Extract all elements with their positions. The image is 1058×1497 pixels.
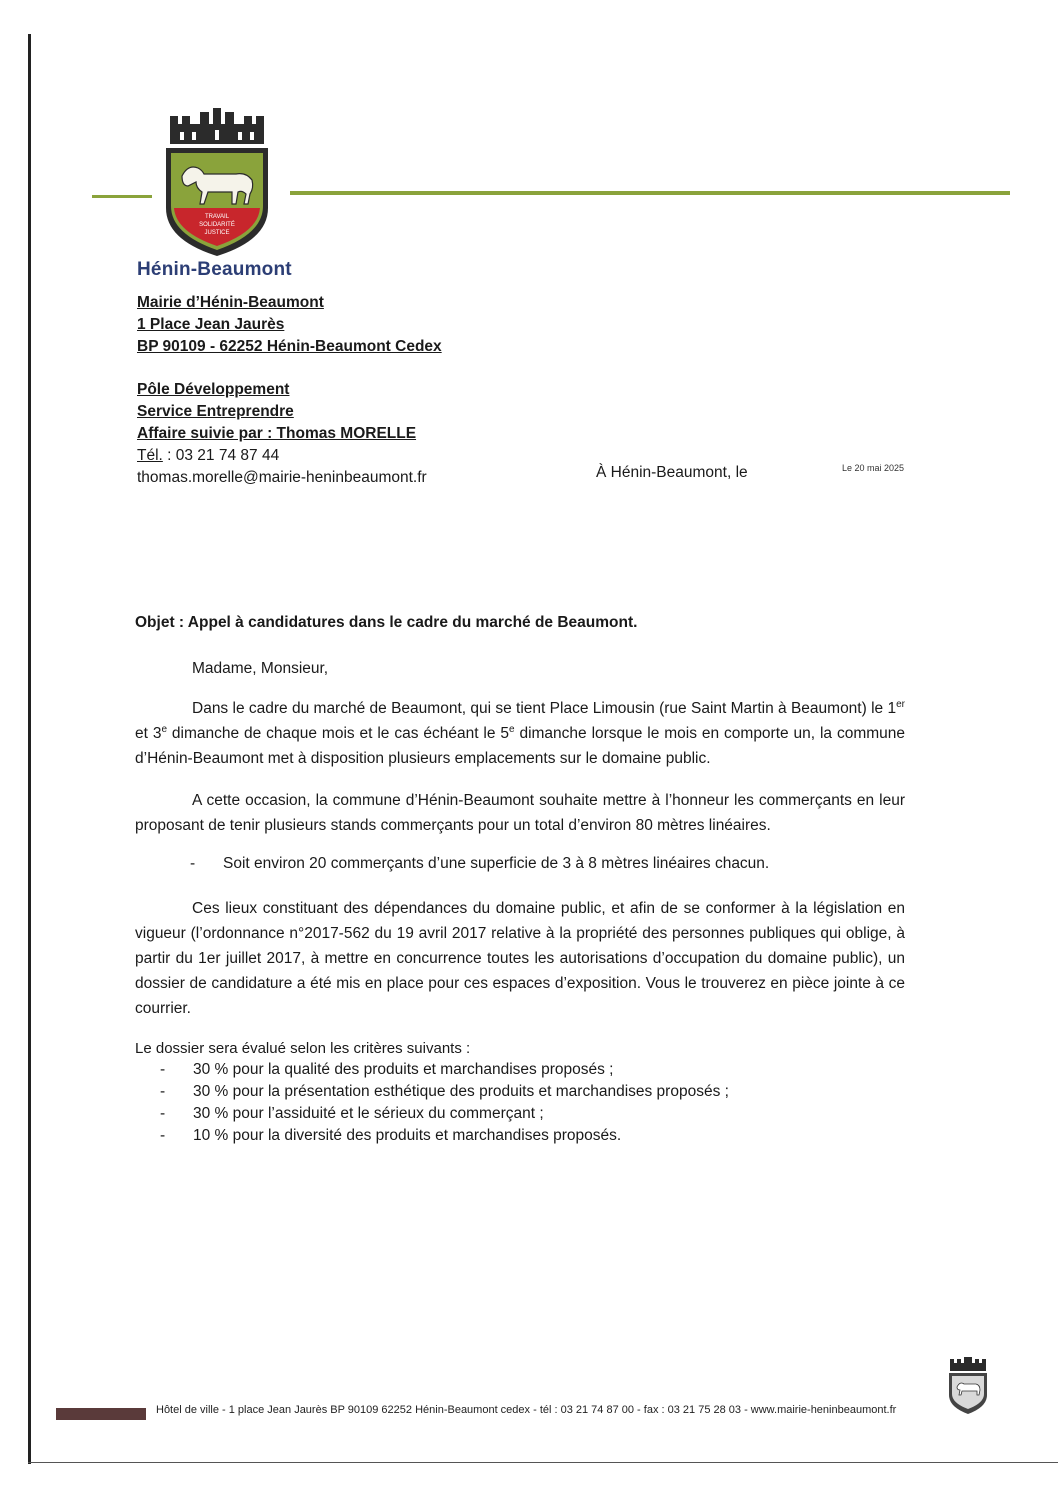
criteria-item: - 30 % pour l’assiduité et le sérieux du commerçant ; xyxy=(160,1105,544,1122)
service-line-3: Affaire suivie par : Thomas MORELLE xyxy=(137,425,417,442)
footer-crest-icon xyxy=(948,1357,988,1415)
telephone-label: Tél. xyxy=(137,447,163,464)
scan-edge-bottom xyxy=(28,1462,1058,1463)
criteria-intro: Le dossier sera évalué selon les critères suivants : xyxy=(135,1040,471,1057)
paragraph-2: A cette occasion, la commune d’Hénin-Beaumont souhaite mettre à l’honneur les commerçants en leur proposant de tenir plusieurs stands commerçants pour un total d’environ 80 mètres linéaires. xyxy=(135,792,905,834)
footer-color-bar xyxy=(56,1408,146,1420)
service-line-1: Pôle Développement xyxy=(137,381,290,398)
address-line-1: Mairie d’Hénin-Beaumont xyxy=(137,294,324,311)
telephone-value: : 03 21 74 87 44 xyxy=(162,447,280,464)
header-rule-left xyxy=(92,195,152,198)
footer-contact: Hôtel de ville - 1 place Jean Jaurès BP 90109 62252 Hénin-Beaumont cedex - tél : 03 21 74 87 00 - fax : 03 21 75 28 03 - www.mairie-heninbeaumont.fr xyxy=(156,1404,897,1416)
place-line: À Hénin-Beaumont, le xyxy=(596,464,748,481)
address-line-2: 1 Place Jean Jaurès xyxy=(137,316,285,333)
scan-edge-left xyxy=(28,34,31,1464)
date-stamp: Le 20 mai 2025 xyxy=(842,463,905,473)
header-rule-right xyxy=(290,191,1010,195)
telephone-line xyxy=(137,447,279,465)
city-crest-logo xyxy=(162,108,272,258)
svg-text:SOLIDARITÉ: SOLIDARITÉ xyxy=(199,222,235,228)
svg-text:JUSTICE: JUSTICE xyxy=(204,230,230,236)
salutation: Madame, Monsieur, xyxy=(192,660,329,677)
service-line-2: Service Entreprendre xyxy=(137,403,294,420)
email-address: thomas.morelle@mairie-heninbeaumont.fr xyxy=(137,469,427,486)
paragraph-2-bullet: - Soit environ 20 commerçants d’une superficie de 3 à 8 mètres linéaires chacun. xyxy=(190,855,770,872)
letter-subject: Objet : Appel à candidatures dans le cadre du marché de Beaumont. xyxy=(135,614,638,631)
paragraph-1: Dans le cadre du marché de Beaumont, qui se tient Place Limousin (rue Saint Martin à Beaumont) le 1er et 3e dimanche de chaque mois et le cas échéant le 5e dimanche lorsque le mois en comporte un, la commune d’Hénin-Beaumont met à disposition plusieurs emplacements sur le domaine public. xyxy=(135,698,906,767)
brand-name: Hénin-Beaumont xyxy=(137,259,292,280)
criteria-item: - 10 % pour la diversité des produits et marchandises proposés. xyxy=(160,1127,622,1144)
paragraph-3: Ces lieux constituant des dépendances du domaine public, et afin de se conformer à la législation en vigueur (l’ordonnance n°2017-562 du 19 avril 2017 relative à la propriété des personnes publiques qui oblige, à partir du 1er juillet 2017, à mettre en concurrence toutes les autorisations d’occupation du domaine public), un dossier de candidature a été mis en place pour ces espaces d’exposition. Vous le trouverez en pièce jointe à ce courrier. xyxy=(135,900,905,1017)
criteria-item: - 30 % pour la présentation esthétique des produits et marchandises proposés ; xyxy=(160,1083,729,1100)
address-line-3: BP 90109 - 62252 Hénin-Beaumont Cedex xyxy=(137,338,442,355)
svg-text:TRAVAIL: TRAVAIL xyxy=(204,214,230,220)
criteria-item: - 30 % pour la qualité des produits et marchandises proposés ; xyxy=(160,1061,614,1078)
